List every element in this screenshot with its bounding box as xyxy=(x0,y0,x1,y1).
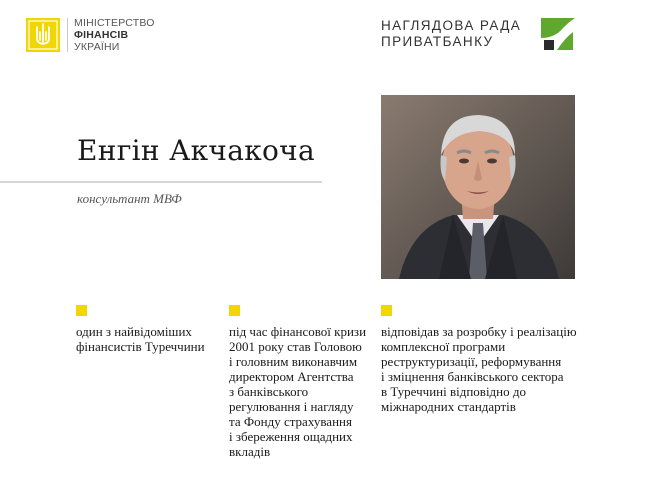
ministry-line-1: МІНІСТЕРСТВО xyxy=(74,17,155,29)
person-name: Енгін Акчакоча xyxy=(77,134,315,167)
fact-3 xyxy=(381,324,577,414)
fact-line: 2001 року став Головою xyxy=(229,339,362,354)
fact-line: відповідав за розробку і реалізацію xyxy=(381,324,577,339)
portrait-illustration xyxy=(381,95,575,279)
fact-line: фінансистів Туреччини xyxy=(76,339,205,354)
fact-marker-1 xyxy=(76,305,87,316)
fact-2 xyxy=(229,324,366,459)
ministry-logo xyxy=(26,18,60,52)
fact-line: та Фонду страхування xyxy=(229,414,352,429)
fact-line: і зміцнення банківського сектора xyxy=(381,369,564,384)
bank-logo xyxy=(541,18,575,52)
board-title-line-2: ПРИВАТБАНКУ xyxy=(381,34,494,49)
fact-line: і збереження ощадних xyxy=(229,429,353,444)
fact-1 xyxy=(76,324,205,354)
fact-marker-2 xyxy=(229,305,240,316)
board-title xyxy=(381,18,521,50)
fact-line: директором Агентства xyxy=(229,369,354,384)
fact-marker-3 xyxy=(381,305,392,316)
fact-line: вкладів xyxy=(229,444,271,459)
fact-line: і головним виконавчим xyxy=(229,354,358,369)
ministry-divider xyxy=(67,18,68,52)
ministry-line-3: УКРАЇНИ xyxy=(74,41,120,53)
privatbank-logo-icon xyxy=(541,18,575,52)
fact-line: регулювання і нагляду xyxy=(229,399,354,414)
fact-line: міжнародних стандартів xyxy=(381,399,516,414)
fact-line: реструктуризації, реформування xyxy=(381,354,562,369)
fact-line: в Туреччині відповідно до xyxy=(381,384,526,399)
fact-line: з банківського xyxy=(229,384,309,399)
person-role: консультант МВФ xyxy=(77,191,182,206)
ministry-name xyxy=(74,17,155,53)
board-title-line-1: НАГЛЯДОВА РАДА xyxy=(381,18,522,33)
trident-coat-of-arms-icon xyxy=(26,18,60,52)
ministry-line-2: ФІНАНСІВ xyxy=(74,29,129,41)
fact-line: під час фінансової кризи xyxy=(229,324,367,339)
name-divider xyxy=(0,181,322,183)
fact-line: один з найвідоміших xyxy=(76,324,192,339)
fact-line: комплексної програми xyxy=(381,339,506,354)
portrait-photo xyxy=(381,95,575,279)
